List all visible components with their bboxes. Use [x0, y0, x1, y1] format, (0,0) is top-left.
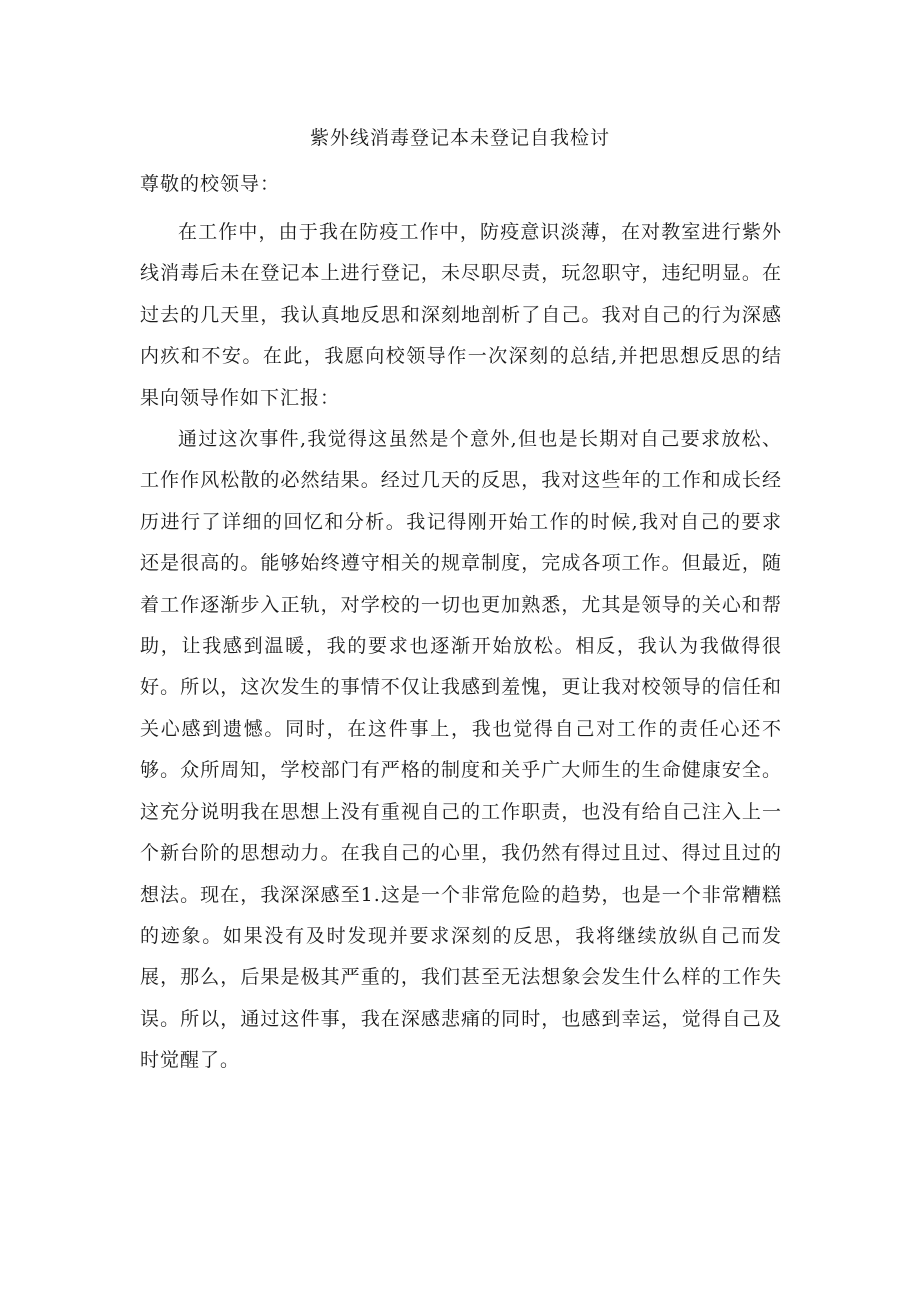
document-title: 紫外线消毒登记本未登记自我检讨: [309, 127, 610, 149]
document-body: [140, 212, 782, 1082]
paragraph-2: 通过这次事件,我觉得这虽然是个意外,但也是长期对自己要求放松、工作作风松散的必然结果。经过几天的反思，我对这些年的工作和成长经历进行了详细的回忆和分析。我记得刚开始工作的时候,我对自己的要求还是很高的。能够始终遵守相关的规章制度，完成各项工作。但最近，随着工作逐渐步入正轨，对学校的一切也更加熟悉，尤其是领导的关心和帮助，让我感到温暖，我的要求也逐渐开始放松。相反，我认为我做得很好。所以，这次发生的事情不仅让我感到羞愧，更让我对校领导的信任和关心感到遗憾。同时，在这件事上，我也觉得自己对工作的责任心还不够。众所周知，学校部门有严格的制度和关乎广大师生的生命健康安全。这充分说明我在思想上没有重视自己的工作职责，也没有给自己注入上一个新台阶的思想动力。在我自己的心里，我仍然有得过且过、得过且过的想法。现在，我深深感至1.这是一个非常危险的趋势，也是一个非常糟糕的迹象。如果没有及时发现并要求深刻的反思，我将继续放纵自己而发展，那么，后果是极其严重的，我们甚至无法想象会发生什么样的工作失误。所以，通过这件事，我在深感悲痛的同时，也感到幸运，觉得自己及时觉醒了。: [140, 428, 782, 1072]
paragraph-1: 在工作中，由于我在防疫工作中，防疫意识淡薄，在对教室进行紫外线消毒后未在登记本上进行登记，未尽职尽责，玩忽职守，违纪明显。在过去的几天里，我认真地反思和深刻地剖析了自己。我对自己的行为深感内疚和不安。在此，我愿向校领导作一次深刻的总结,并把思想反思的结果向领导作如下汇报：: [140, 221, 782, 409]
salutation: 尊敬的校领导：: [140, 173, 281, 195]
